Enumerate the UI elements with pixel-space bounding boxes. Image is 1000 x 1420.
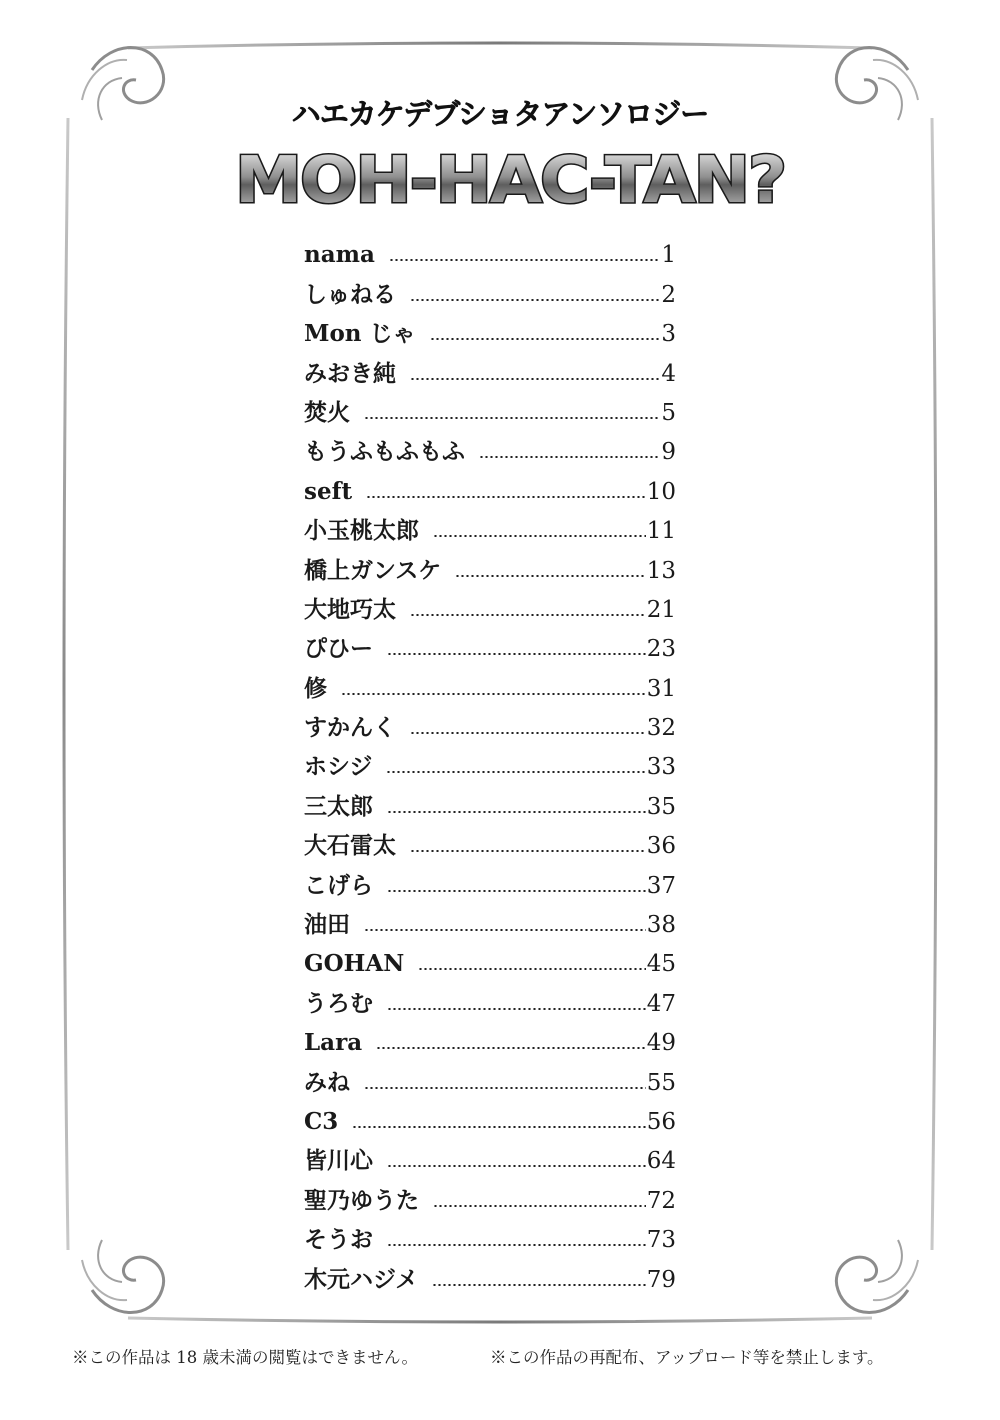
toc-page-number: 49 [646, 1030, 676, 1057]
toc-entry [304, 310, 676, 349]
toc-author-name: 三太郎 [304, 792, 373, 820]
toc-page-number: 45 [646, 951, 676, 978]
toc-entry [304, 586, 676, 625]
toc-page-number: 3 [661, 321, 676, 348]
toc-page-number: 11 [646, 518, 676, 545]
corner-ornament-bottom-right [836, 1240, 918, 1313]
toc-page-number: 5 [661, 399, 676, 426]
toc-author-name: みおき純 [304, 359, 396, 387]
toc-page-number: 4 [661, 360, 676, 387]
age-restriction-notice: ※この作品は 18 歳未満の閲覧はできません。 [72, 1348, 418, 1367]
toc-dot-leader [433, 535, 646, 537]
toc-entry [304, 664, 676, 703]
toc-page-number: 36 [646, 833, 676, 860]
toc-author-name: もうふもふもふ [304, 438, 465, 466]
toc-entry [304, 1019, 676, 1058]
toc-dot-leader [364, 417, 660, 419]
redistribution-notice: ※この作品の再配布、アップロード等を禁止します。 [490, 1348, 884, 1367]
toc-dot-leader [479, 456, 660, 458]
toc-dot-leader [376, 1047, 646, 1049]
toc-dot-leader [410, 850, 646, 852]
toc-entry [304, 270, 676, 309]
toc-entry [304, 467, 676, 506]
toc-author-name: 修 [304, 674, 327, 702]
toc-dot-leader [387, 1165, 646, 1167]
toc-page-number: 2 [661, 281, 676, 308]
toc-author-name: すかんく [304, 714, 396, 742]
toc-page-number: 35 [646, 793, 676, 820]
toc-entry [304, 979, 676, 1018]
toc-author-name: こげら [304, 871, 373, 899]
toc-page-number: 47 [646, 990, 676, 1017]
toc-entry [304, 1216, 676, 1255]
toc-dot-leader [386, 771, 645, 773]
toc-author-name: 皆川心 [304, 1147, 373, 1175]
toc-dot-leader [366, 496, 646, 498]
toc-entry [304, 625, 676, 664]
toc-entry [304, 743, 676, 782]
toc-author-name: 油田 [304, 911, 350, 939]
toc-author-name: 木元ハジメ [304, 1265, 419, 1293]
toc-author-name: 焚火 [304, 398, 350, 426]
toc-author-name: seft [304, 477, 353, 505]
toc-entry [304, 507, 676, 546]
toc-author-name: 小玉桃太郎 [304, 517, 419, 545]
toc-author-name: そうお [304, 1226, 373, 1254]
toc-author-name: 大石雷太 [304, 832, 396, 860]
toc-author-name: ホシジ [304, 753, 373, 781]
toc-author-name: ぴひー [304, 635, 373, 663]
toc-page-number: 72 [646, 1187, 676, 1214]
toc-entry [304, 1176, 676, 1215]
toc-author-name: うろむ [304, 989, 373, 1017]
toc-author-name: みね [304, 1068, 350, 1096]
toc-page-number: 64 [646, 1148, 676, 1175]
toc-dot-leader [432, 1284, 645, 1286]
toc-dot-leader [387, 653, 646, 655]
table-of-contents [304, 231, 676, 1295]
toc-author-name: Mon じゃ [304, 320, 416, 348]
toc-entry [304, 782, 676, 821]
toc-dot-leader [364, 929, 646, 931]
toc-author-name: しゅねる [304, 280, 396, 308]
toc-entry [304, 901, 676, 940]
toc-entry [304, 940, 676, 979]
toc-dot-leader [410, 614, 646, 616]
toc-entry [304, 861, 676, 900]
toc-page-number: 79 [646, 1266, 676, 1293]
toc-entry [304, 1058, 676, 1097]
toc-entry [304, 1098, 676, 1137]
toc-page-number: 38 [646, 912, 676, 939]
toc-entry [304, 428, 676, 467]
toc-page-number: 13 [646, 557, 676, 584]
toc-entry [304, 704, 676, 743]
toc-author-name: Lara [304, 1029, 363, 1057]
toc-dot-leader [387, 1244, 646, 1246]
toc-dot-leader [410, 378, 660, 380]
toc-dot-leader [433, 1205, 646, 1207]
toc-dot-leader [387, 890, 646, 892]
toc-page-number: 55 [646, 1069, 676, 1096]
toc-dot-leader [341, 693, 646, 695]
toc-author-name: 聖乃ゆうた [304, 1186, 419, 1214]
toc-entry [304, 1137, 676, 1176]
toc-page-number: 1 [661, 242, 676, 269]
toc-dot-leader [387, 1008, 646, 1010]
toc-entry [304, 231, 676, 270]
toc-author-name: 大地巧太 [304, 595, 396, 623]
toc-dot-leader [455, 575, 645, 577]
toc-page-number: 33 [646, 754, 676, 781]
toc-page-number: 21 [646, 596, 676, 623]
toc-entry [304, 349, 676, 388]
toc-author-name: C3 [304, 1107, 339, 1135]
toc-page-number: 56 [646, 1108, 676, 1135]
toc-dot-leader [430, 338, 661, 340]
toc-page-number: 32 [646, 715, 676, 742]
toc-page-number: 10 [646, 478, 676, 505]
toc-dot-leader [410, 299, 660, 301]
toc-dot-leader [352, 1126, 645, 1128]
toc-dot-leader [387, 811, 646, 813]
toc-author-name: nama [304, 241, 375, 269]
toc-page-number: 31 [646, 675, 676, 702]
toc-page-number: 23 [646, 636, 676, 663]
toc-page-number: 37 [646, 872, 676, 899]
anthology-subtitle: ハエカケデブショタアンソロジー [291, 97, 709, 131]
title-logo-text: MOH-HAC-TAN? [235, 144, 785, 218]
toc-author-name: GOHAN [304, 950, 405, 978]
toc-entry [304, 546, 676, 585]
corner-ornament-bottom-left [82, 1240, 164, 1313]
toc-author-name: 橋上ガンスケ [304, 556, 442, 584]
title-logo [230, 140, 790, 220]
toc-entry [304, 1255, 676, 1294]
toc-dot-leader [418, 968, 645, 970]
toc-dot-leader [364, 1087, 646, 1089]
toc-page-number: 73 [646, 1227, 676, 1254]
toc-dot-leader [410, 732, 646, 734]
toc-dot-leader [389, 259, 660, 261]
toc-entry [304, 822, 676, 861]
toc-entry [304, 389, 676, 428]
toc-page-number: 9 [661, 439, 676, 466]
